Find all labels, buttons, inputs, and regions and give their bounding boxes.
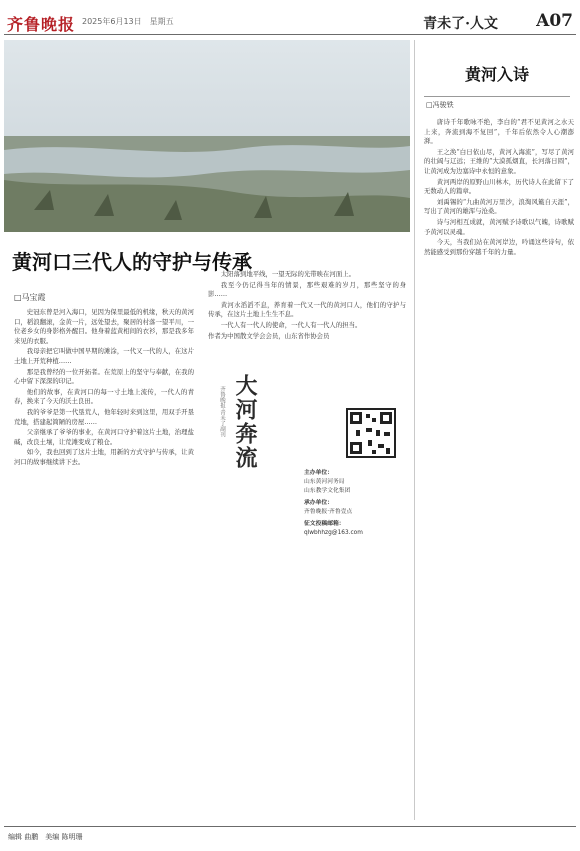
qr-code-icon [346,408,396,458]
article-column-2 [208,270,406,818]
paragraph: 我至今仍记得当年的情景，那些艰难的岁月，那些坚守的身影…… [208,280,406,299]
paragraph: 黄河水滔滔不息，养育着一代又一代的黄河口人，他们的守护与传承，在这片土地上生生不息。 [208,300,406,319]
paragraph: 我母亲把它叫做中国早期的滩涂，一代又一代的人，在这片土地上开荒种植…… [14,347,194,365]
photo-illustration [4,40,410,232]
author-note: 作者为中国散文学会会员，山东省作协会员 [208,331,330,340]
label-organizer: 主办单位： [304,470,333,476]
article-column-1 [14,308,194,818]
newspaper-logo: 齐鲁晚报 [7,15,76,34]
paragraph: 那是我曾经的一位开拓者。在荒原上的坚守与奉献，在我的心中留下深深的印记。 [14,367,194,386]
paragraph: 我的爷爷是第一代垦荒人，他年轻时来到这里，用双手开垦荒地，搭建起简陋的房屋…… [14,407,194,426]
paragraph: 今天，当我们站在黄河岸边，吟诵这些诗句，依然能感受到那份穿越千年的力量。 [424,238,574,256]
column-calligraphy-logo [216,374,300,486]
paragraph: 王之涣“白日依山尽，黄河入海流”，写尽了黄河的壮阔与辽远；王维的“大漠孤烟直，长河落日圆”，让黄河成为边塞诗中永恒的意象。 [424,147,574,175]
article-author: □马宝霞 [14,293,46,302]
paragraph: 他们的故事，在黄河口的每一寸土地上流传，一代人的青春，换来了今天的沃土良田。 [14,387,194,406]
co-organizer: 齐鲁晚报·齐鲁壹点 [304,509,353,515]
calligraphy-text: 大河奔流 [232,374,258,470]
organizer-2: 山东教学文化集团 [304,488,351,494]
label-co-organizer: 承办单位： [304,500,333,506]
page-number: A07 [536,11,573,31]
paragraph: 诗与河相互成就，黄河赋予诗歌以气魄，诗歌赋予黄河以灵魂。 [424,217,574,236]
paragraph: 如今，我也回到了这片土地，用新的方式守护与传承，让黄河口的故事继续讲下去。 [14,448,194,466]
paragraph: 史冠东曾是河入海口，见因为保里最低的机缘，秋天的黄河口，稻浪翻滚，金黄一片，远处望去，聚居的村落一望平川，一位老乡女的身影格外醒目。他身着蓝黄相间的衣衫，那是我多年来见的衣服。 [14,308,194,345]
right-article-author: □冯骏铁 [426,101,454,109]
title-underline [424,96,570,97]
submission-email[interactable]: qlwbhhzg@163.com [304,530,363,536]
header-divider [4,34,576,35]
right-article-body [424,118,574,818]
issue-date: 2025年6月13日 星期五 [82,17,174,26]
column-divider [414,40,415,820]
paragraph: 一代人有一代人的使命，一代人有一代人的担当。 [220,320,362,329]
right-article-title: 黄河入诗 [464,65,529,84]
section-name: 青未了·人文 [423,16,498,32]
yellow-river-wetland-photo [4,40,410,232]
label-email: 征文投稿邮箱： [304,521,345,527]
article-title: 黄河口三代人的守护与传承 [12,250,252,274]
organizer-1: 山东黄河河务局 [304,479,345,485]
calligraphy-caption: 齐鲁晚报·青未了副刊 [219,386,225,438]
paragraph: 唐诗千年歌咏不绝，李白的“君不见黄河之水天上来，奔流到海不复回”，千年后依然令人心潮澎湃。 [424,118,574,146]
footer-divider [4,826,576,827]
paragraph: 父亲继承了爷爷的事业，在黄河口守护着这片土地，治理盐碱，改良土壤，让荒滩变成了粮仓。 [14,428,194,446]
paragraph: 太阳落到地平线，一望无际的光带映在河面上。 [220,270,355,278]
paragraph: 刘禹锡的“九曲黄河万里沙，浪淘风簸自天涯”，写出了黄河的雄浑与沧桑。 [424,197,574,216]
page-header [0,0,580,40]
paragraph: 黄河两岸的原野山川林木，历代诗人在此留下了无数动人的篇章。 [424,177,574,196]
editor-credits: 编辑 曲鹏 美编 陈明珊 [8,833,83,841]
contact-info [304,466,406,538]
